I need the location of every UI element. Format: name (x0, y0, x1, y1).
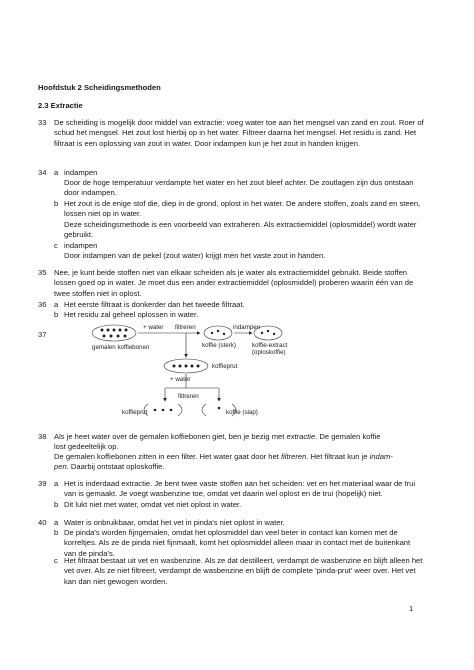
q36-b-answer: Het residu zal geheel oplossen in water. (64, 310, 199, 319)
q39-number: 39 (38, 479, 47, 488)
q34-c-letter: c (54, 241, 58, 250)
q33-number: 33 (38, 118, 47, 127)
label-koffie-slap: koffie (slap) (226, 409, 258, 416)
q34-b-answer-2: Deze scheidingsmethode is een voorbeeld van extraheren. Als extractiemiddel (oplosmiddel) wordt water gebruikt. (64, 220, 417, 240)
q39-b-answer: Dit lukt niet met water, omdat vet niet oplost in water. (64, 500, 242, 509)
q36-a-answer: Het eerste filtraat is donkerder dan het tweede filtraat. (64, 300, 245, 309)
q34-a-answer: Door de hoge temperatuur verdampte het water en het zout bleef achter. De zoutlagen zijn dus ontstaan door indampen. (64, 178, 414, 198)
label-oploskoffie: (oploskoffie) (252, 349, 286, 356)
strong-coffee-beaker (204, 326, 232, 340)
q40-b-letter: b (54, 528, 59, 537)
label-indampen: indampen (233, 324, 261, 331)
grounds-right-bracket-icon (178, 404, 182, 416)
q39-b-letter: b (54, 500, 59, 509)
q40-c-letter: c (54, 556, 58, 565)
q38-line-2: lost gedeeltelijk op. (54, 442, 119, 451)
q36-a-letter: a (54, 300, 59, 309)
q34-a-letter: a (54, 168, 59, 177)
q35-number: 35 (38, 268, 47, 277)
label-koffieprut-1: koffieprut (212, 363, 238, 370)
q34-b-letter: b (54, 199, 59, 208)
q40-number: 40 (38, 518, 47, 527)
label-plus-water-1: + water (143, 324, 164, 331)
label-filtreren-2: filtreren (178, 393, 199, 400)
q40-a-answer: Water is onbruikbaar, omdat het vet in pinda's niet oplost in water. (64, 518, 285, 527)
q38-line-4: pen. Daarbij ontstaat oploskoffie. (54, 462, 165, 471)
label-plus-water-2: + water (170, 376, 191, 383)
q38-line-1: Als je heet water over de gemalen koffiebonen giet, ben je bezig met extractie. De gemalen koffie (54, 432, 381, 441)
q40-a-letter: a (54, 518, 59, 527)
section-heading: 2.3 Extractie (38, 101, 83, 110)
q34-b-answer-1: Het zout is de enige stof die, diep in de grond, oplost in het water. De andere stoffen, zoals zand en steen, lossen niet op in water. (64, 199, 421, 219)
q34-c-title: indampen (64, 241, 98, 250)
q34-a-title: indampen (64, 168, 98, 177)
chapter-heading: Hoofdstuk 2 Scheidingsmethoden (38, 83, 161, 92)
label-koffie-extract: koffie-extract (252, 342, 288, 349)
q33-answer: De scheiding is mogelijk door middel van extractie: voeg water toe aan het mengsel van zand en zout. Roer of schud het mengsel. Het zout lost hierbij op in het water. Filtreer daarna het mengsel. Het residu is zand. Het filtraat is een oplossing van zout in water. Door indampen kun je het zout in handen krijgen. (54, 118, 424, 148)
q35-answer: Nee, je kunt beide stoffen niet van elkaar scheiden als je water als extractiemiddel gebruikt. Beide stoffen lossen goed op in water. Je moet dus een ander extractiemiddel (oplosmiddel) proberen waarin één van de twee stoffen niet in oplost. (54, 268, 414, 298)
q39-a-answer: Het is inderdaad extractie. Je bent twee vaste stoffen aan het scheiden: vet en het materiaal waar de trui van is gemaakt. Je voegt wasbenzine toe, omdat vet daarin wel oplost en de trui (hopelijk) niet. (64, 479, 416, 499)
label-koffieprut-2: koffieprut (122, 409, 148, 416)
q37-number: 37 (38, 330, 47, 339)
label-gemalen-koffiebonen: gemalen koffiebonen (92, 344, 150, 351)
page-number: 1 (409, 604, 414, 613)
label-filtreren-1: filtreren (175, 324, 196, 331)
q34-c-answer: Door indampen van de pekel (zout water) krijgt men het vaste zout in handen. (64, 251, 326, 260)
ground-coffee-beaker (92, 325, 136, 341)
q40-c-answer: Het filtraat bestaat uit vet en wasbenzine. Als ze dat destilleert, verdampt de wasbenzine en blijft alleen het vet over. Als ze niet filtreert, verdampt de wasbenzine en blijft de complete 'pinda-prut' weer over. Het vet kan dan niet gewogen worden. (64, 556, 423, 586)
label-koffie-sterk: koffie (sterk) (202, 342, 236, 349)
q38-number: 38 (38, 432, 47, 441)
q38-line-3: De gemalen koffiebonen zitten in een filter. Het water gaat door het filtreren. Het filtraat kun je indam- (54, 452, 393, 461)
weak-left-bracket-icon (202, 404, 206, 416)
q36-number: 36 (38, 300, 47, 309)
q40-b-answer: De pinda's worden fijngemalen, omdat het oplosmiddel dan veel beter in contact kan komen met de korreltjes. Als ze de pinda niet fijnmaalt, komt het oplosmiddel alleen maar in contact met de buitenkant van de pinda's. (64, 528, 411, 558)
q34-number: 34 (38, 168, 47, 177)
q36-b-letter: b (54, 310, 59, 319)
q39-a-letter: a (54, 479, 59, 488)
